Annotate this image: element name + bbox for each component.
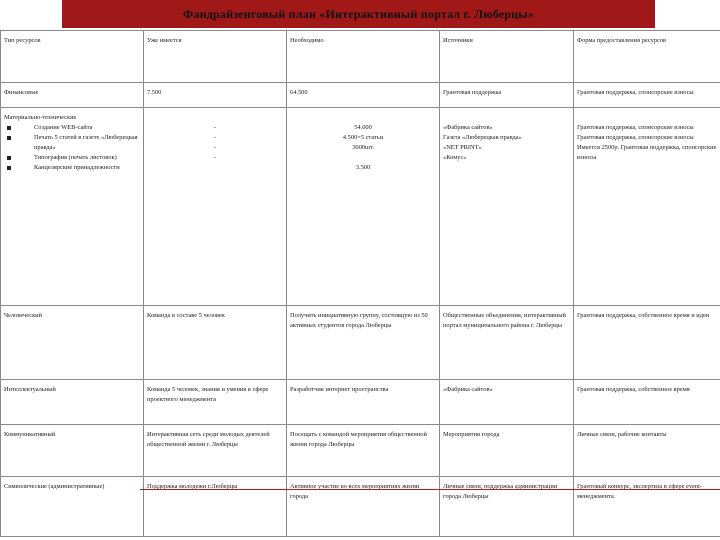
cell-have: Команда в составе 5 человек xyxy=(144,306,287,380)
cell-need xyxy=(287,108,440,306)
table-row xyxy=(1,380,720,425)
cell-sources xyxy=(440,108,574,306)
value-line: «Комус» xyxy=(443,154,467,161)
value-line: - xyxy=(213,134,217,141)
page-title: Фандрайзенговый план «Интерактивный портал г. Люберцы» xyxy=(182,6,535,21)
material-title: Материально-технические xyxy=(4,114,77,121)
cell-have: Интерактивная сеть среди молодых деятелей общественной жизни г. Люберцы xyxy=(144,425,287,477)
cell-type: Коммуникативный xyxy=(1,425,144,477)
cell-sources: «Фабрика сайтов» xyxy=(440,380,574,425)
cell-form: Грантовая поддержка, собственное время и идеи xyxy=(574,306,720,380)
cell-type: Человеческий xyxy=(1,306,144,380)
cell-form: Грантовая поддержка, спонсорские взносы Грантовая поддержка, спонсорские взносы Имеется 2500р. Грантовая поддержка, спонсорские взносы xyxy=(574,108,720,306)
header-type: Тип ресурсов xyxy=(1,31,144,83)
value-line: 54.000 xyxy=(354,124,372,131)
cell-sources: Грантовая поддержка xyxy=(440,83,574,108)
value-line: «Фабрика сайтов» xyxy=(443,124,493,131)
cell-have: Команда 5 человек, знания и умения в сфере проектного менеджмента xyxy=(144,380,287,425)
value-line: 4.500=5 статьи xyxy=(342,134,384,141)
table-row xyxy=(1,306,720,380)
header-have: Уже имеется xyxy=(144,31,287,83)
table-row xyxy=(1,108,720,306)
header-sources: Источники xyxy=(440,31,574,83)
cell-need: Активное участие во всех мероприятиях жизни города xyxy=(287,477,440,537)
cell-have: Поддержка молодежи г.Люберцы xyxy=(144,477,287,537)
cell-type xyxy=(1,108,144,306)
value-line: 3.500 xyxy=(355,164,371,171)
value-line: 3000шт. xyxy=(352,144,374,151)
cell-have xyxy=(144,108,287,306)
list-item: Печать 5 статей в газете «Люберецкая правда» xyxy=(4,133,140,153)
list-item: Типография (печать листовок) xyxy=(4,153,140,163)
header-row xyxy=(1,31,720,83)
cell-type: Символические (административные) xyxy=(1,477,144,537)
header-form: Форма предоставления ресурсов xyxy=(574,31,720,83)
cell-sources: Мероприятия города xyxy=(440,425,574,477)
red-underline xyxy=(140,489,720,490)
cell-type: Интеллектуальный xyxy=(1,380,144,425)
cell-need: Получить инициативную группу, состоящую из 50 активных студентов города Люберцы xyxy=(287,306,440,380)
value-line: Газета «Люберецкая правда» xyxy=(443,134,522,141)
cell-type: Финансовые xyxy=(1,83,144,108)
cell-sources: Личные связи, поддержка администрации города Люберцы xyxy=(440,477,574,537)
material-list xyxy=(4,123,140,173)
value-line: - xyxy=(213,124,217,131)
cell-need: Посещать с командой мероприятия общественной жизни города Люберцы xyxy=(287,425,440,477)
cell-need: 64.500 xyxy=(287,83,440,108)
cell-form: Грантовая поддержка, спонсорские взносы xyxy=(574,83,720,108)
value-line: - xyxy=(213,144,217,151)
table-row xyxy=(1,477,720,537)
cell-form: Личные связи, рабочие контакты xyxy=(574,425,720,477)
cell-form: Грантовая поддержка, собственное время xyxy=(574,380,720,425)
list-item: Канцелярские принадлежности xyxy=(4,163,140,173)
cell-sources: Общественные объединения, интерактивный портал муниципального района г. Люберцы xyxy=(440,306,574,380)
cell-form: Грантовый конкурс, экспертиза в сфере event-менеджмента. xyxy=(574,477,720,537)
header-need: Необходимо xyxy=(287,31,440,83)
table-row xyxy=(1,425,720,477)
value-line: - xyxy=(213,154,217,161)
table-row xyxy=(1,83,720,108)
title-bar xyxy=(62,0,655,28)
value-line: «NET PRINT» xyxy=(443,144,482,151)
cell-need: Разработчик интернет пространства xyxy=(287,380,440,425)
cell-have: 7.500 xyxy=(144,83,287,108)
fundraising-table xyxy=(0,30,720,537)
list-item: Создание WEB-сайта xyxy=(4,123,140,133)
